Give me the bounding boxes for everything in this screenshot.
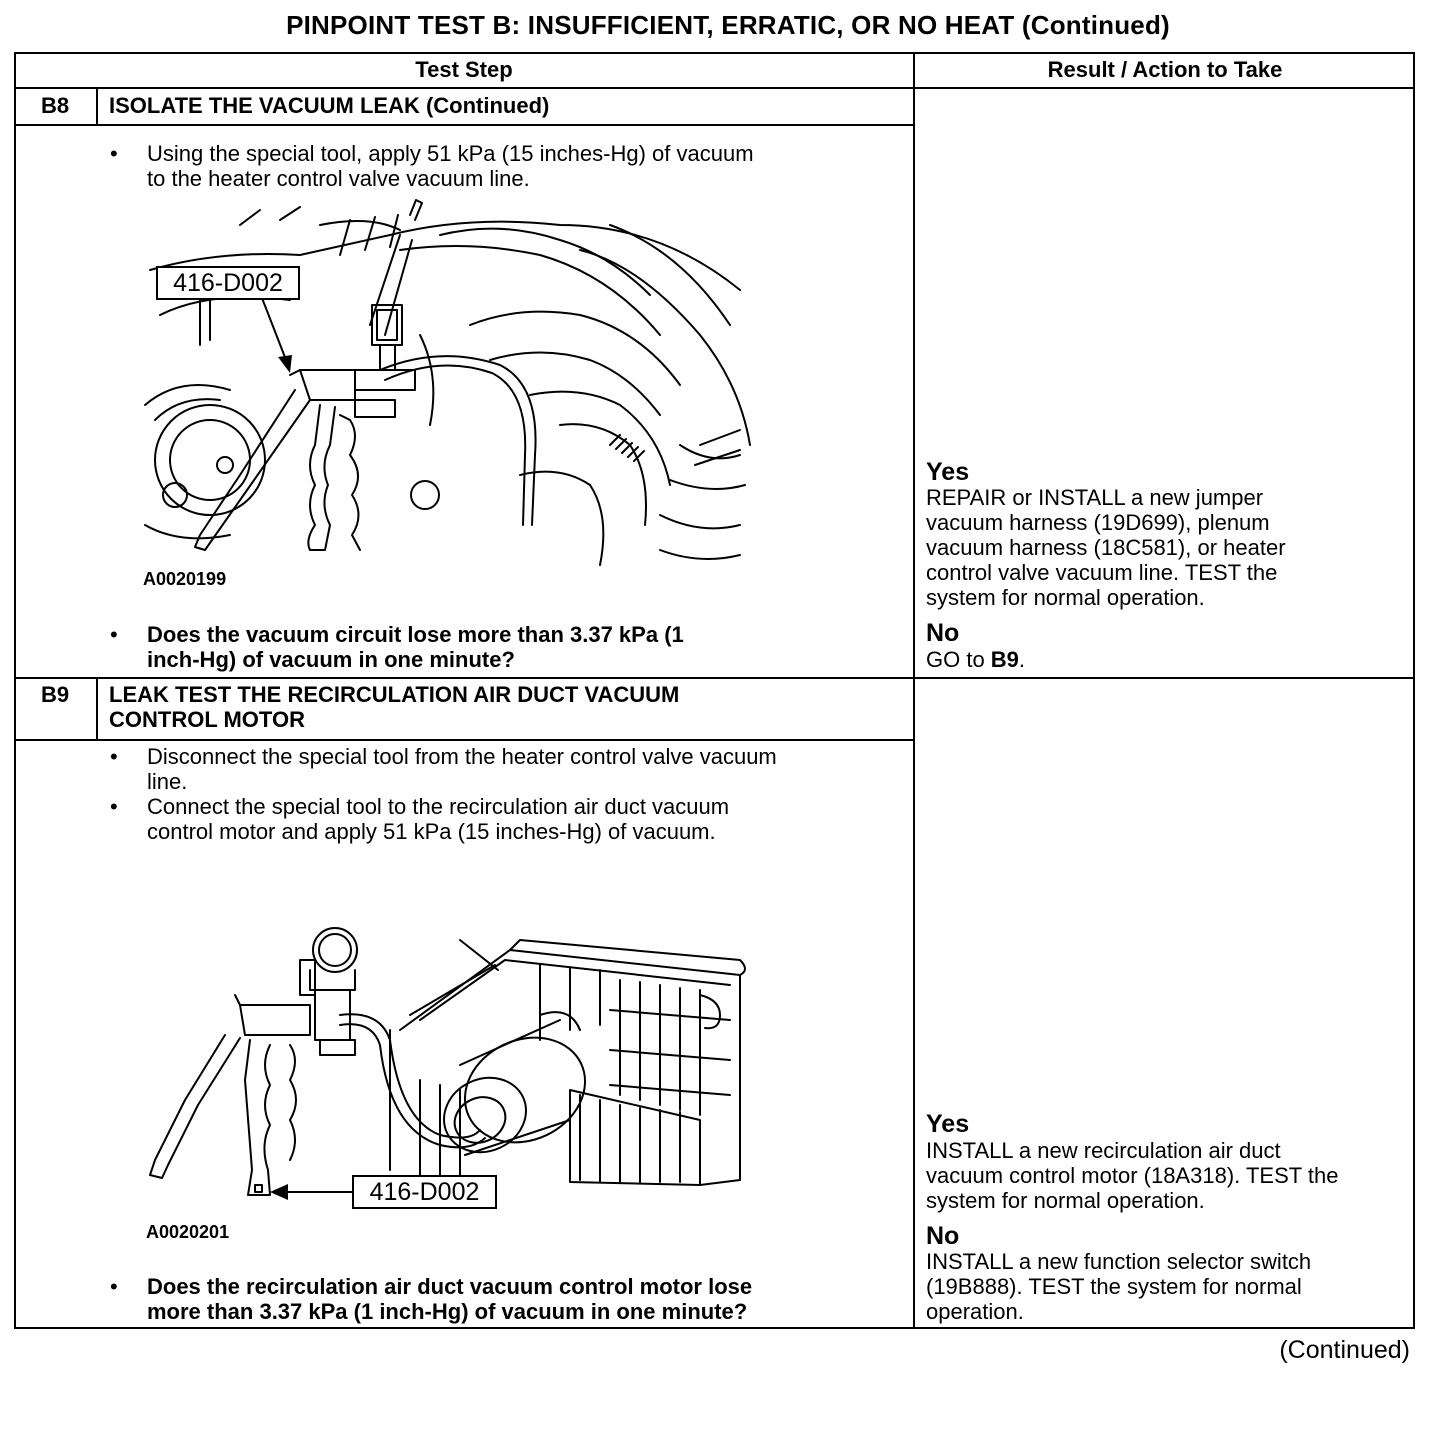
b8-vacuum-pump-illustration (140, 195, 760, 595)
header-test-step: Test Step (415, 57, 513, 82)
b9-no-line2: (19B888). TEST the system for normal (926, 1274, 1302, 1299)
b9-question-line2: more than 3.37 kPa (1 inch-Hg) of vacuum in one minute? (147, 1299, 748, 1324)
b9-no-label: No (926, 1222, 960, 1250)
column-divider (913, 52, 915, 1329)
b8-yes-line2: vacuum harness (19D699), plenum (926, 510, 1270, 535)
b8-figure-id: A0020199 (143, 569, 227, 589)
b9-instruction2-line2: control motor and apply 51 kPa (15 inches-Hg) of vacuum. (147, 819, 716, 844)
bullet-glyph: • (110, 1274, 118, 1299)
b8-yes-line1: REPAIR or INSTALL a new jumper (926, 485, 1264, 510)
b8-yes-line3: vacuum harness (18C581), or heater (926, 535, 1286, 560)
b9-yes-line1: INSTALL a new recirculation air duct (926, 1138, 1281, 1163)
b8-heading-divider (14, 124, 915, 126)
b8-instruction-line1: Using the special tool, apply 51 kPa (15 inches-Hg) of vacuum (147, 141, 754, 166)
b9-instruction1-line2: line. (147, 769, 188, 794)
b9-tool-callout: 416-D002 (352, 1175, 497, 1209)
header-result: Result / Action to Take (1047, 57, 1283, 82)
b8-question-line2: inch-Hg) of vacuum in one minute? (147, 647, 515, 672)
b9-instruction1-line1: Disconnect the special tool from the heater control valve vacuum (147, 744, 777, 769)
b8-no-action (926, 647, 1025, 673)
b9-instruction2-line1: Connect the special tool to the recirculation air duct vacuum (147, 794, 730, 819)
b9-yes-label: Yes (926, 1110, 970, 1138)
row-divider (14, 677, 1415, 679)
b8-question-line1: Does the vacuum circuit lose more than 3.37 kPa (1 (147, 622, 684, 647)
b8-yes-label: Yes (926, 458, 970, 486)
b8-instruction-line2: to the heater control valve vacuum line. (147, 166, 530, 191)
step-heading-b9-line2: CONTROL MOTOR (109, 707, 305, 732)
step-heading-b8: ISOLATE THE VACUUM LEAK (Continued) (109, 93, 550, 118)
b8-yes-line4: control valve vacuum line. TEST the (926, 560, 1278, 585)
bullet-glyph: • (110, 141, 118, 166)
b9-no-line1: INSTALL a new function selector switch (926, 1249, 1312, 1274)
b9-question-line1: Does the recirculation air duct vacuum control motor lose (147, 1274, 753, 1299)
step-id-divider-b9 (96, 678, 98, 740)
b8-no-ref-b9[interactable]: B9 (990, 647, 1019, 672)
b8-no-end: . (1018, 647, 1026, 672)
continued-note: (Continued) (1279, 1336, 1410, 1364)
bullet-glyph: • (110, 622, 118, 647)
step-heading-b9-line1: LEAK TEST THE RECIRCULATION AIR DUCT VACUUM (109, 682, 680, 707)
step-id-b8: B8 (40, 93, 70, 118)
b8-yes-line5: system for normal operation. (926, 585, 1205, 610)
b9-figure-id: A0020201 (146, 1222, 230, 1242)
step-id-divider-b8 (96, 88, 98, 125)
bullet-glyph: • (110, 794, 118, 819)
bullet-glyph: • (110, 744, 118, 769)
b9-no-line3: operation. (926, 1299, 1024, 1324)
b8-no-text: GO to (926, 647, 991, 672)
b9-yes-line3: system for normal operation. (926, 1188, 1205, 1213)
b8-tool-callout: 416-D002 (156, 266, 300, 300)
header-divider (14, 87, 1415, 89)
b9-heading-divider (14, 739, 915, 741)
step-id-b9: B9 (40, 682, 70, 707)
b8-no-label: No (926, 619, 960, 647)
b9-vacuum-motor-illustration (140, 920, 760, 1210)
b9-yes-line2: vacuum control motor (18A318). TEST the (926, 1163, 1339, 1188)
page-title: PINPOINT TEST B: INSUFFICIENT, ERRATIC, OR NO HEAT (Continued) (286, 10, 1170, 40)
